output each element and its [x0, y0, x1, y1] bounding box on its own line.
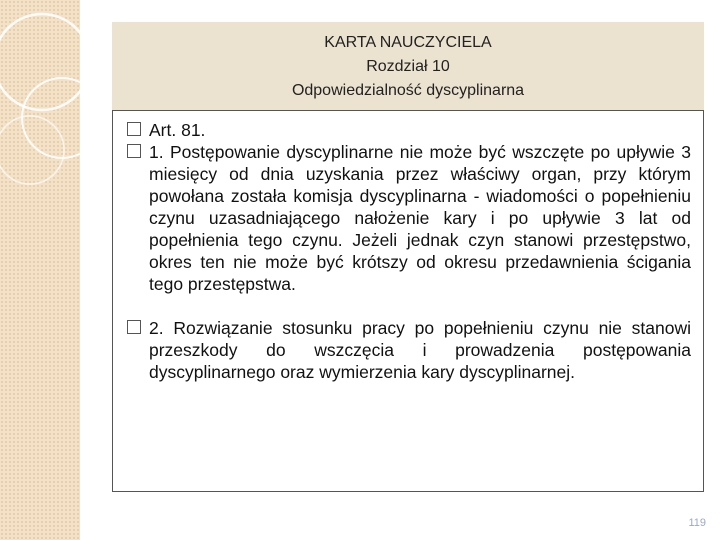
paragraph-1: 1. Postępowanie dyscyplinarne nie może być wszczęte po upływie 3 miesięcy od dnia uzyskania przez właściwy organ, przy którym powołana została komisja dyscyplinarna - wiadomości o popełnieniu czynu uzasadniającego nałożenie kary i po upływie 3 lat od popełnienia tego czynu. Jeżeli jednak czyn stanowi przestępstwo, okres ten nie może być krótszy od okresu przedawnienia ścigania tego przestępstwa. — [149, 142, 691, 294]
document-title: KARTA NAUCZYCIELA — [324, 34, 492, 51]
chapter-subtitle: Odpowiedzialność dyscyplinarna — [291, 82, 525, 99]
list-item — [127, 317, 691, 383]
paragraph-2: 2. Rozwiązanie stosunku pracy po popełnieniu czynu nie stanowi przeszkody do wszczęcia i prowadzenia postępowania dyscyplinarnego oraz wymierzenia kary dyscyplinarnej. — [149, 318, 691, 382]
chapter-label: Rozdział 10 — [366, 58, 450, 75]
square-bullet-icon — [127, 320, 141, 334]
article-heading: Art. 81. — [149, 120, 206, 140]
page-number: 119 — [688, 517, 706, 529]
list-item — [127, 141, 691, 295]
square-bullet-icon — [127, 122, 141, 136]
list-item — [127, 119, 691, 141]
slide-header — [112, 22, 704, 110]
content-box — [112, 110, 704, 492]
square-bullet-icon — [127, 144, 141, 158]
